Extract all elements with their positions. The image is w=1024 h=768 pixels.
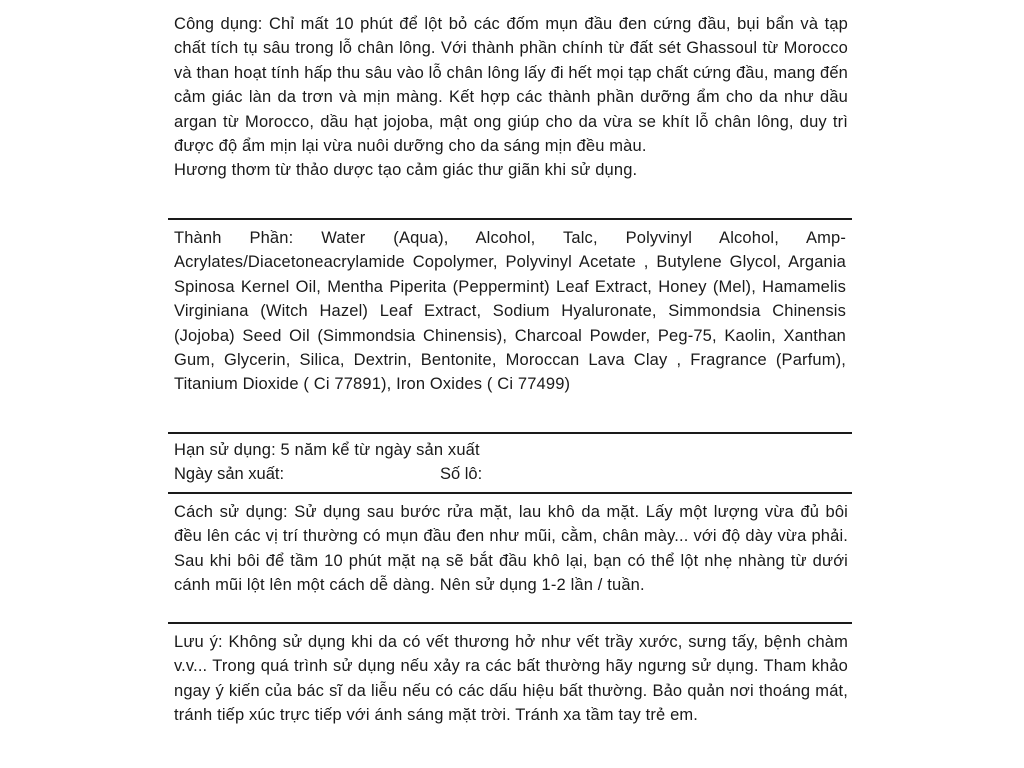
product-label [168,12,852,768]
ingredients-section [174,226,846,397]
usage-section [174,12,848,183]
shelf-life-text: Hạn sử dụng: 5 năm kể từ ngày sản xuất [174,441,480,459]
notes-text: Lưu ý: Không sử dụng khi da có vết thương hở như vết trầy xước, sưng tấy, bệnh chàm v.v... Trong quá trình sử dụng nếu xảy ra các bất thường hãy ngưng sử dụng. Tham khảo ngay ý kiến của bác sĩ da liễu nếu có các dấu hiệu bất thường. Bảo quản nơi thoáng mát, tránh tiếp xúc trực tiếp với ánh sáng mặt trời. Tránh xa tầm tay trẻ em. [174,633,848,725]
directions-section [174,500,848,598]
batch-row [174,462,846,486]
lot-label: Số lô: [440,465,483,484]
fragrance-text: Hương thơm từ thảo dược tạo cảm giác thư giãn khi sử dụng. [174,161,638,180]
ingredients-text: Thành Phần: Water (Aqua), Alcohol, Talc, Polyvinyl Alcohol, Amp-Acrylates/Diacetoneacrylamide Copolymer, Polyvinyl Acetate , Butylene Glycol, Argania Spinosa Kernel Oil, Mentha Piperita (Peppermint) Leaf Extract, Honey (Mel), Hamamelis Virginiana (Witch Hazel) Leaf Extract, Sodium Hyaluronate, Simmondsia Chinensis (Jojoba) Seed Oil (Simmondsia Chinensis), Charcoal Powder, Peg-75, Kaolin, Xanthan Gum, Glycerin, Silica, Dextrin, Bentonite, Moroccan Lava Clay , Fragrance (Parfum), Titanium Dioxide ( Ci 77891), Iron Oxides ( Ci 77499) [174,229,846,394]
usage-text: Công dụng: Chỉ mất 10 phút để lột bỏ các đốm mụn đầu đen cứng đầu, bụi bẩn và tạp chất tích tụ sâu trong lỗ chân lông. Với thành phần chính từ đất sét Ghassoul từ Morocco và than hoạt tính hấp thu sâu vào lỗ chân lông lấy đi hết mọi tạp chất cứng đầu, mang đến cảm giác làn da trơn và mịn màng. Kết hợp các thành phần dưỡng ẩm cho da như dầu argan từ Morocco, dầu hạt jojoba, mật ong giúp cho da vừa se khít lỗ chân lông, duy trì được độ ẩm mịn lại vừa nuôi dưỡng cho da sáng mịn đều màu. [174,15,848,156]
notes-section [174,630,848,728]
divider [168,218,852,220]
divider [168,622,852,624]
expiry-section [174,438,846,487]
divider [168,432,852,434]
directions-text: Cách sử dụng: Sử dụng sau bước rửa mặt, lau khô da mặt. Lấy một lượng vừa đủ bôi đều lên các vị trí thường có mụn đầu đen như mũi, cằm, chân mày... với độ dày vừa phải. Sau khi bôi để tầm 10 phút mặt nạ sẽ bắt đầu khô lại, bạn có thể lột nhẹ nhàng từ dưới cánh mũi lột lên một cách dễ dàng. Nên sử dụng 1-2 lần / tuần. [174,503,848,595]
divider [168,492,852,494]
mfg-date-label: Ngày sản xuất: [174,465,285,484]
